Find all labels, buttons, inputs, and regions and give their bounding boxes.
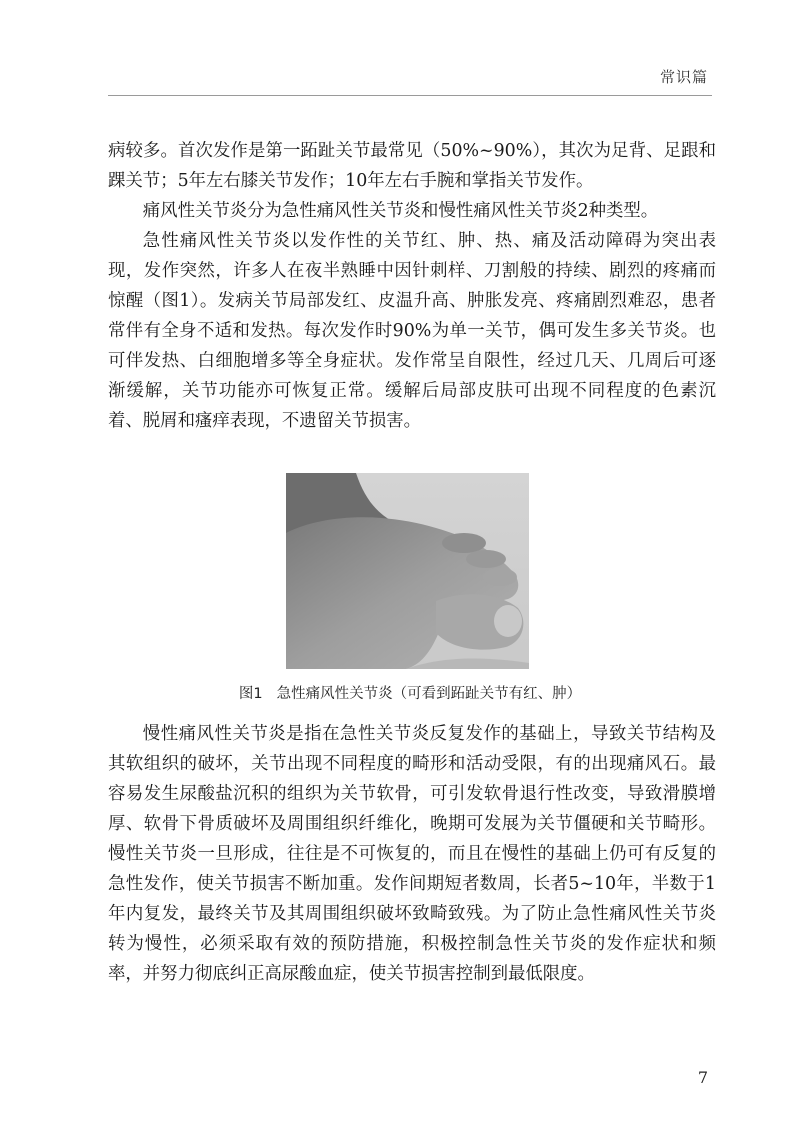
body-section-top [108,136,716,436]
page-number: 7 [697,1068,708,1087]
figure-caption-text: 急性痛风性关节炎（可看到跖趾关节有红、肿） [276,686,582,702]
paragraph-continued: 病较多。首次发作是第一跖趾关节最常见（50%~90%），其次为足背、足跟和踝关节；5年左右膝关节发作；10年左右手腕和掌指关节发作。 [108,141,716,191]
foot-photo [286,473,529,669]
body-section-bottom [108,719,716,989]
paragraph-acute: 急性痛风性关节炎以发作性的关节红、肿、热、痛及活动障碍为突出表现，发作突然，许多人在夜半熟睡中因针刺样、刀割般的持续、剧烈的疼痛而惊醒（图1）。发病关节局部发红、皮温升高、肿胀发亮、疼痛剧烈难忍，患者常伴有全身不适和发热。每次发作时90%为单一关节，偶可发生多关节炎。也可伴发热、白细胞增多等全身症状。发作常呈自限性，经过几天、几周后可逐渐缓解，关节功能亦可恢复正常。缓解后局部皮肤可出现不同程度的色素沉着、脱屑和瘙痒表现，不遗留关节损害。 [108,231,716,431]
paragraph-types: 痛风性关节炎分为急性痛风性关节炎和慢性痛风性关节炎2种类型。 [142,201,659,221]
figure-label: 图1 [238,686,263,702]
figure-caption [108,682,712,703]
paragraph-chronic: 慢性痛风性关节炎是指在急性关节炎反复发作的基础上，导致关节结构及其软组织的破坏，关节出现不同程度的畸形和活动受限，有的出现痛风石。最容易发生尿酸盐沉积的组织为关节软骨，可引发软骨退行性改变，导致滑膜增厚、软骨下骨质破坏及周围组织纤维化，晚期可发展为关节僵硬和关节畸形。慢性关节炎一旦形成，往往是不可恢复的，而且在慢性的基础上仍可有反复的急性发作，使关节损害不断加重。发作间期短者数周，长者5~10年，半数于1年内复发，最终关节及其周围组织破坏致畸致残。为了防止急性痛风性关节炎转为慢性，必须采取有效的预防措施，积极控制急性关节炎的发作症状和频率，并努力彻底纠正高尿酸血症，使关节损害控制到最低限度。 [108,724,716,984]
foot-illustration [286,473,529,669]
header-divider [108,95,712,96]
running-header: 常识篇 [659,68,708,86]
